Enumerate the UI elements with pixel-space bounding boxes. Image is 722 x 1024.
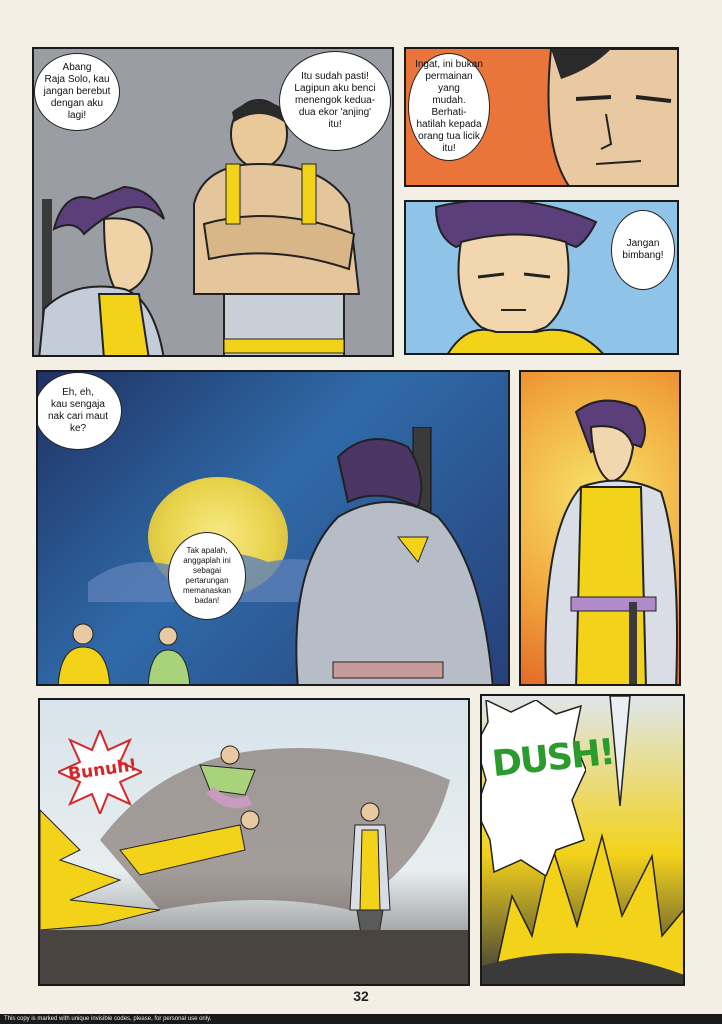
- panel-2: [404, 47, 679, 187]
- panel-3: [404, 200, 679, 355]
- hero-standing-figure: [521, 392, 681, 686]
- speech-bubble-ingat: Ingat, ini bukan permainan yang mudah. Berhati- hatilah kepada orang tua licik itu!: [408, 53, 490, 161]
- panel-6: [38, 698, 470, 986]
- speech-bubble-abang: Abang Raja Solo, kau jangan berebut dengan aku lagi!: [34, 53, 120, 131]
- caped-swordsman-back-figure: [278, 427, 503, 686]
- panel-5: [519, 370, 681, 686]
- sfx-dush-burst: [480, 700, 586, 876]
- rocky-ground: [40, 930, 470, 986]
- page-number: 32: [353, 988, 369, 1004]
- purple-haired-hero-figure: [34, 179, 184, 357]
- sfx-dush-text: DUSH!: [490, 731, 616, 786]
- panel-1: [32, 47, 394, 357]
- speech-bubble-jangan-bimbang: Jangan bimbang!: [611, 210, 675, 290]
- hero-closeup-figure: [416, 202, 616, 355]
- speech-bubble-tak-apalah: Tak apalah, anggaplah ini sebagai pertarungan memanaskan badan!: [168, 532, 246, 620]
- speech-bubble-itu-sudah-pasti: Itu sudah pasti! Lagipun aku benci menengok kedua- dua ekor 'anjing' itu!: [279, 51, 391, 151]
- panel-4: [36, 370, 510, 686]
- copyright-footer: This copy is marked with unique invisible codes, please, for personal use only.: [0, 1014, 722, 1024]
- stern-face-figure: [531, 49, 679, 187]
- speech-bubble-eh-eh: Eh, eh, kau sengaja nak cari maut ke?: [36, 372, 122, 450]
- panel-7: [480, 694, 685, 986]
- sfx-bunuh-text: Bunuh!: [66, 755, 139, 785]
- bystanders-figures: [48, 622, 198, 686]
